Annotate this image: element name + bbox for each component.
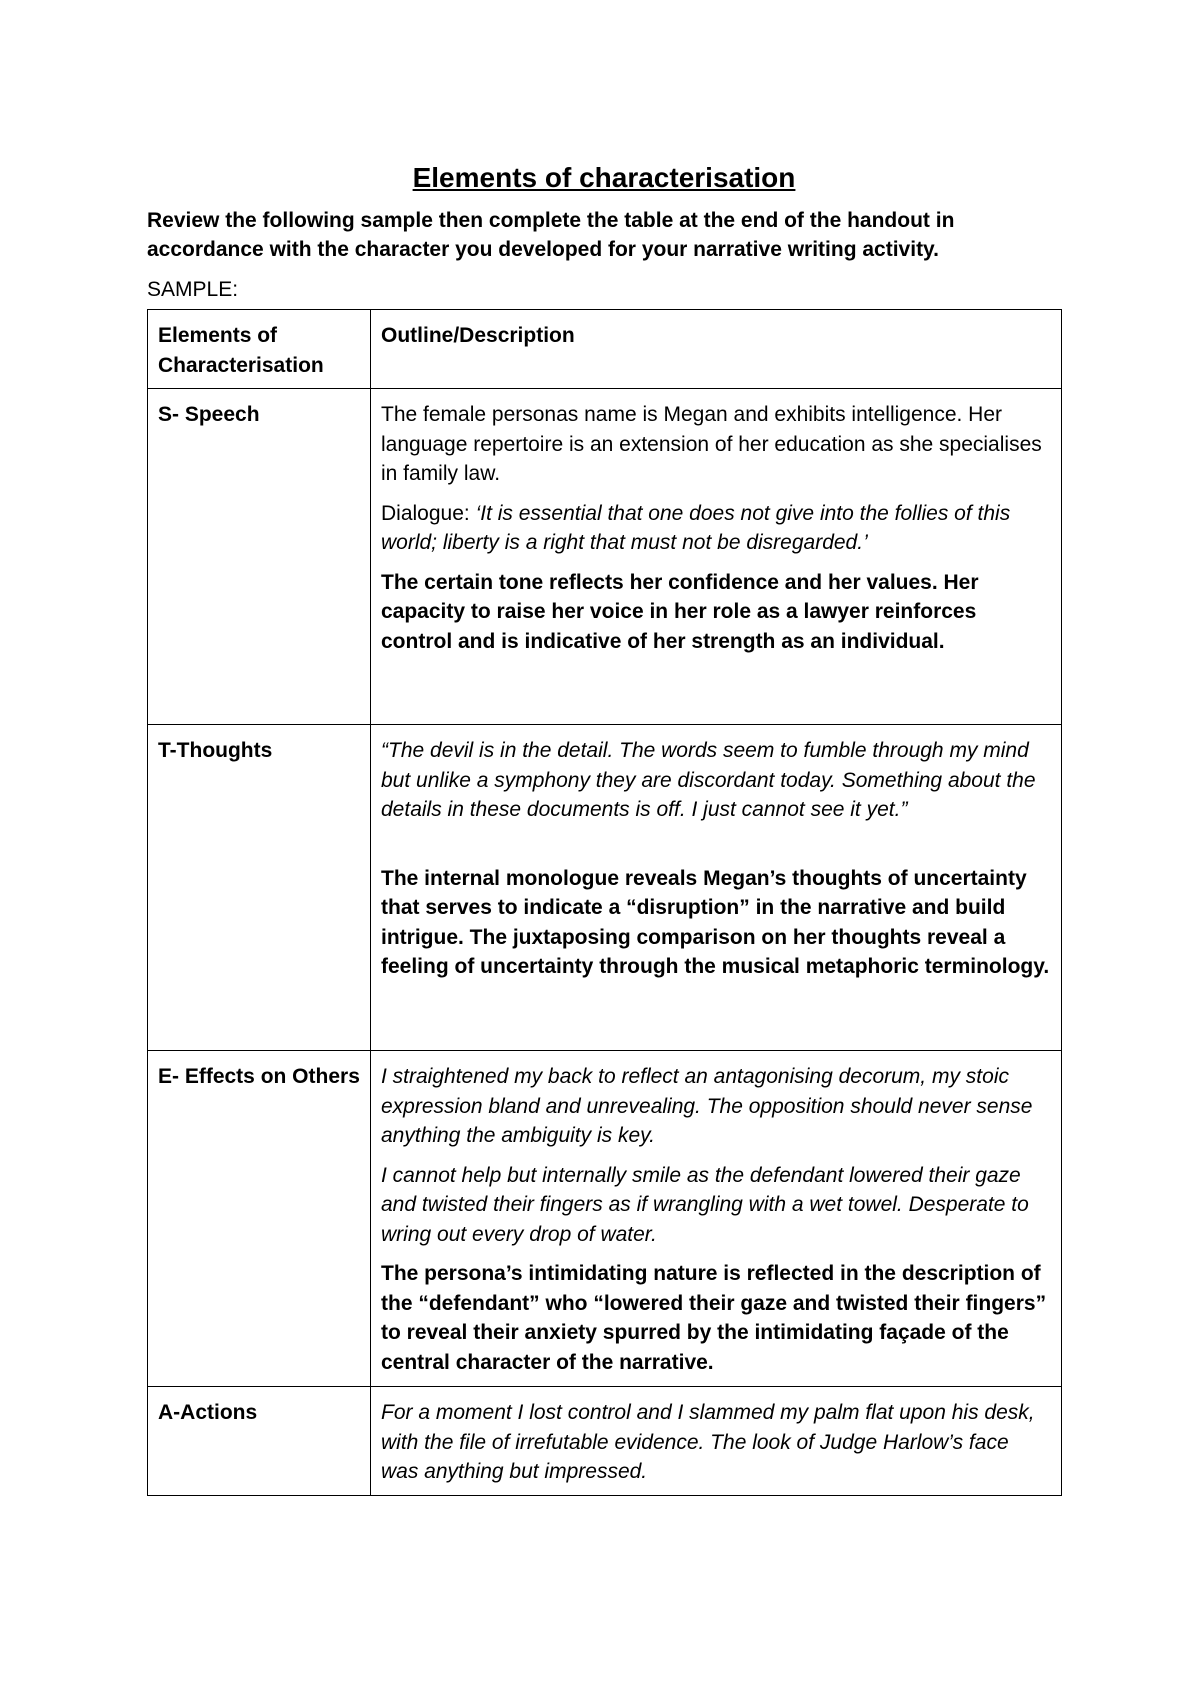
effects-analysis: The persona’s intimidating nature is reflected in the description of the “defendant” who “lowered their gaze and twisted their fingers” to reveal their anxiety spurred by the intimidating façade of the central character of the narrative. [381,1262,1047,1374]
element-label: T-Thoughts [158,739,273,762]
speech-analysis: The certain tone reflects her confidence and her values. Her capacity to raise her voice in her role as a lawyer reinforces control and is indicative of her strength as an individual. [381,570,979,653]
description-cell [371,1051,1062,1387]
intro-instructions: Review the following sample then complete the table at the end of the handout in accordance with the character you developed for your narrative writing activity. [147,209,955,261]
header-description-label: Outline/Description [381,324,575,347]
header-elements-label: Elements of Characterisation [158,324,324,377]
dialogue-quote: ‘It is essential that one does not give into the follies of this world; liberty is a right that must not be disregarded.’ [381,501,1011,554]
sample-label: SAMPLE: [147,278,239,301]
effects-quote-1: I straightened my back to reflect an antagonising decorum, my stoic expression bland and unrevealing. The opposition should never sense anything the ambiguity is key. [381,1065,1033,1147]
table-row-speech [148,389,1062,725]
document-page [147,158,1061,1496]
element-cell [148,725,371,1051]
table-row-thoughts [148,725,1062,1051]
description-cell [371,725,1062,1051]
element-cell [148,389,371,725]
speech-description: The female personas name is Megan and exhibits intelligence. Her language repertoire is an extension of her education as she specialises in family law. [381,403,1042,485]
paragraph-spacer [381,835,1051,864]
element-label: E- Effects on Others [158,1065,360,1088]
element-label: A-Actions [158,1401,258,1424]
table-header-row [148,310,1062,389]
description-cell [371,1387,1062,1496]
thoughts-analysis: The internal monologue reveals Megan’s thoughts of uncertainty that serves to indicate a “disruption” in the narrative and build intrigue. The juxtaposing comparison on her thoughts reveal a feeling of uncertainty through the musical metaphoric terminology. [381,866,1050,978]
dialogue-label: Dialogue: [381,501,476,525]
speech-dialogue [381,499,1051,558]
header-description-cell [371,310,1062,389]
actions-quote: For a moment I lost control and I slammed my palm flat upon his desk, with the file of irrefutable evidence. The look of Judge Harlow’s face was anything but impressed. [381,1401,1035,1483]
header-elements-cell [148,310,371,389]
element-cell [148,1387,371,1496]
effects-quote-2: I cannot help but internally smile as the defendant lowered their gaze and twisted their fingers as if wrangling with a wet towel. Desperate to wring out every drop of water. [381,1163,1029,1246]
table-row-actions [148,1387,1062,1496]
table-row-effects [148,1051,1062,1387]
description-cell [371,389,1062,725]
page-title: Elements of characterisation [412,162,796,193]
thoughts-quote: “The devil is in the detail. The words seem to fumble through my mind but unlike a symphony they are discordant today. Something about the details in these documents is off. I just cannot see it yet.” [381,739,1036,821]
element-label: S- Speech [158,403,260,426]
characterisation-table [147,309,1062,1496]
element-cell [148,1051,371,1387]
